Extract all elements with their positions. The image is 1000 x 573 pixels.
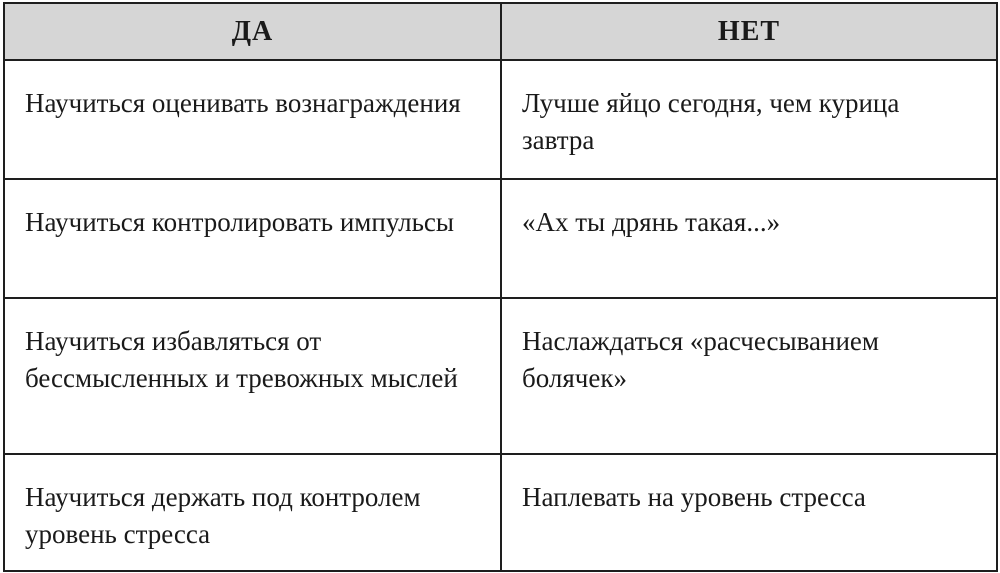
comparison-table <box>3 2 998 572</box>
cell-no: Наплевать на уровень стресса <box>501 454 997 571</box>
cell-yes: Научиться избавляться от бессмысленных и тревожных мыслей <box>4 298 501 454</box>
header-no: НЕТ <box>501 3 997 60</box>
table-row <box>4 60 997 179</box>
table-row <box>4 454 997 571</box>
header-yes: ДА <box>4 3 501 60</box>
cell-no: Лучше яйцо сегодня, чем курица завтра <box>501 60 997 179</box>
cell-yes: Научиться оценивать вознаграждения <box>4 60 501 179</box>
cell-yes: Научиться держать под контролем уровень стресса <box>4 454 501 571</box>
cell-yes: Научиться контролировать импульсы <box>4 179 501 298</box>
cell-no: Наслаждаться «расчесыванием болячек» <box>501 298 997 454</box>
table-body <box>4 60 997 571</box>
header-row <box>4 3 997 60</box>
table-header <box>4 3 997 60</box>
table-row <box>4 298 997 454</box>
table-row <box>4 179 997 298</box>
cell-no: «Ах ты дрянь такая...» <box>501 179 997 298</box>
